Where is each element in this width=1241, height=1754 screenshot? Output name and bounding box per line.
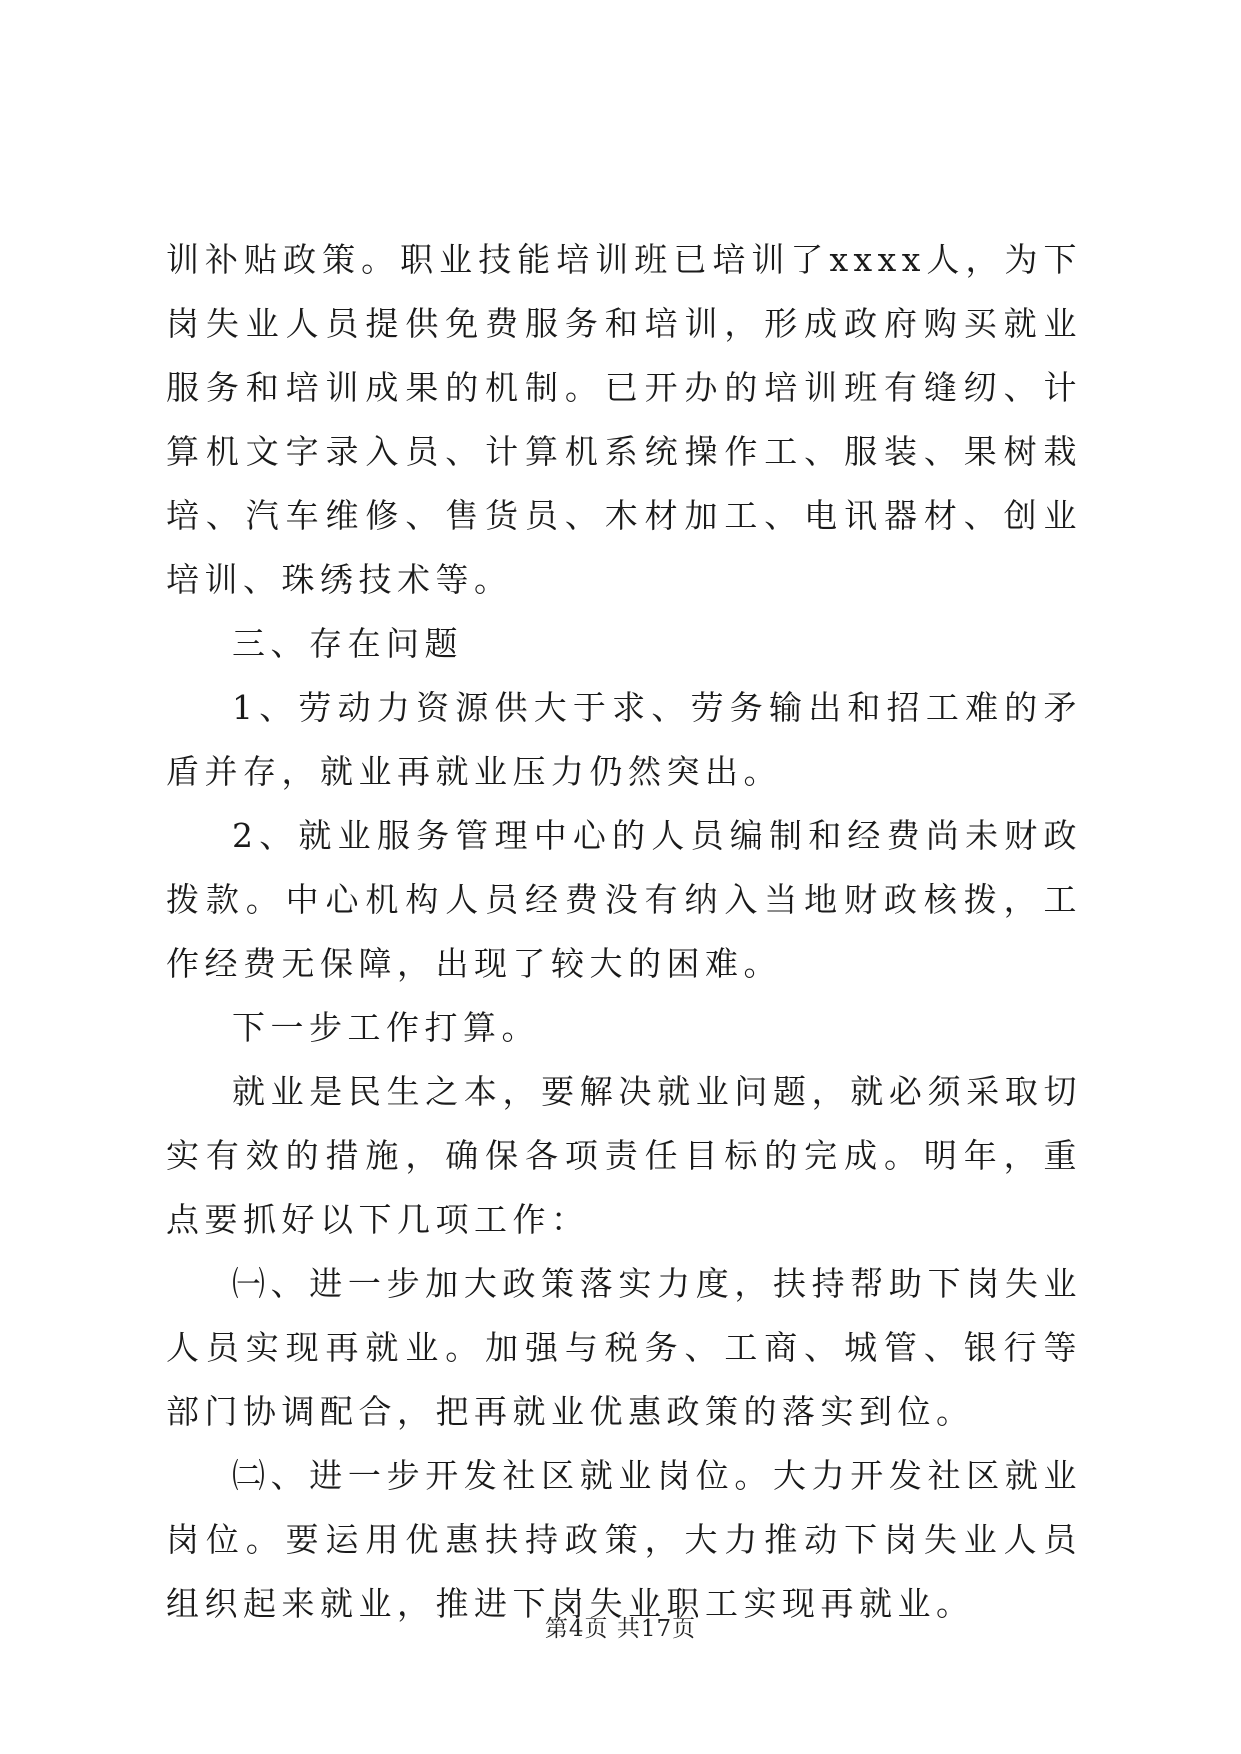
paragraph-next-steps-intro: 就业是民生之本，要解决就业问题，就必须采取切实有效的措施，确保各项责任目标的完成。明年，重点要抓好以下几项工作： [166,1072,1082,1239]
section-heading-next-steps: 下一步工作打算。 [232,1008,540,1047]
document-body [166,228,1082,1636]
paragraph-continuation: 训补贴政策。职业技能培训班已培训了xxxx人，为下岗失业人员提供免费服务和培训，形成政府购买就业服务和培训成果的机制。已开办的培训班有缝纫、计算机文字录入员、计算机系统操作工、服装、果树栽培、汽车维修、售货员、木材加工、电讯器材、创业培训、珠绣技术等。 [166,240,1082,599]
section-heading-problems: 三、存在问题 [232,624,463,663]
paragraph-item-1: ㈠、进一步加大政策落实力度，扶持帮助下岗失业人员实现再就业。加强与税务、工商、城管、银行等部门协调配合，把再就业优惠政策的落实到位。 [166,1264,1082,1431]
page-number-footer: 第4页 共17页 [544,1616,697,1642]
paragraph-problem-2: 2、就业服务管理中心的人员编制和经费尚未财政拨款。中心机构人员经费没有纳入当地财政核拨，工作经费无保障，出现了较大的困难。 [166,816,1082,983]
paragraph-item-2: ㈡、进一步开发社区就业岗位。大力开发社区就业岗位。要运用优惠扶持政策，大力推动下岗失业人员组织起来就业，推进下岗失业职工实现再就业。 [166,1456,1082,1623]
paragraph-problem-1: 1、劳动力资源供大于求、劳务输出和招工难的矛盾并存，就业再就业压力仍然突出。 [166,688,1082,791]
